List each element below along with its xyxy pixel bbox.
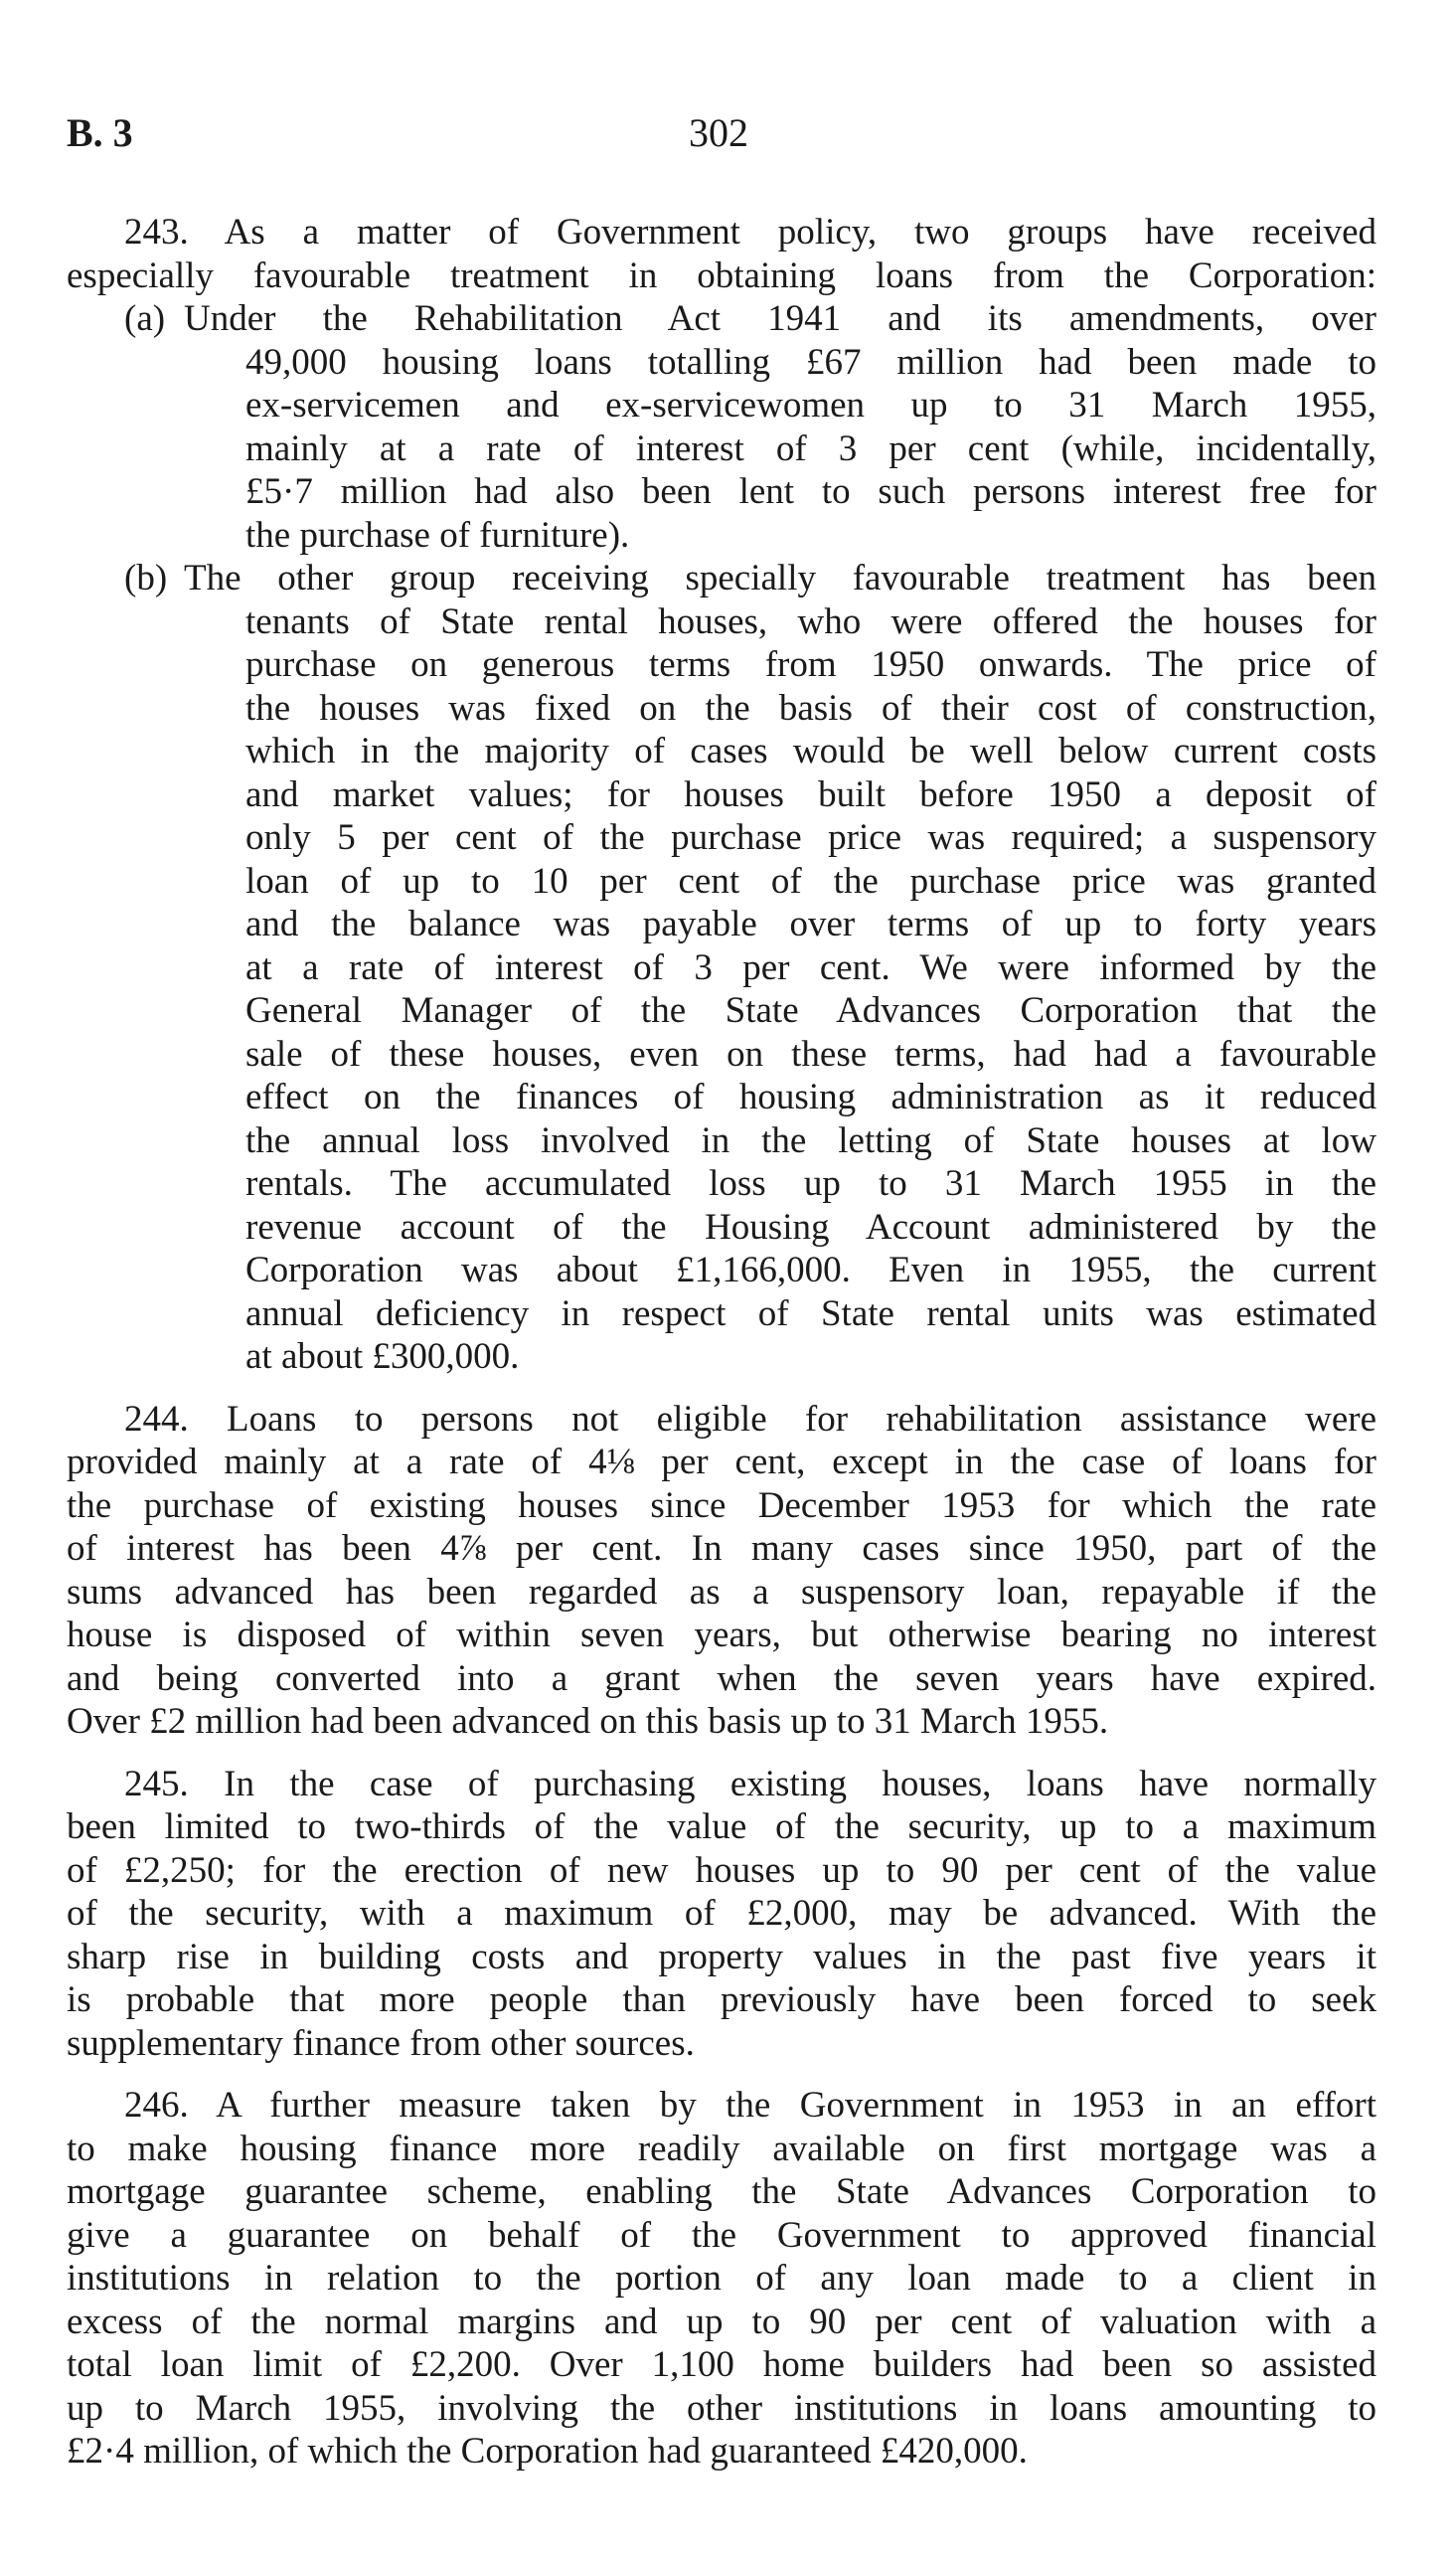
text-line: rentals. The accumulated loss up to 31 March 1955 in the (245, 1163, 1376, 1204)
text-line: the annual loss involved in the letting of State houses at low (245, 1119, 1376, 1161)
text-line: and the balance was payable over terms of up to forty years (245, 904, 1376, 944)
paragraph (67, 1398, 1376, 1744)
text-line: of £2,250; for the erection of new houses up to 90 per cent of the value (67, 1849, 1376, 1891)
text-line: Corporation was about £1,166,000. Even in 1955, the current (245, 1250, 1376, 1290)
text-line: tenants of State rental houses, who were offered the houses for (245, 600, 1376, 642)
text-line: annual deficiency in respect of State rental units was estimated (245, 1292, 1376, 1334)
text-line: give a guarantee on behalf of the Government to approved financial (67, 2214, 1376, 2256)
text-line: excess of the normal margins and up to 90 per cent of valuation with a (67, 2301, 1376, 2342)
list-item-label: (b) (124, 558, 168, 598)
paragraph-lines (67, 1763, 1376, 2066)
text-line (67, 557, 1376, 600)
text-line: loan of up to 10 per cent of the purchase price was granted (245, 860, 1376, 902)
paragraph-lines (67, 211, 1376, 297)
text-line: the houses was fixed on the basis of their cost of construction, (245, 687, 1376, 729)
text-line: especially favourable treatment in obtaining loans from the Corporation: (67, 255, 1376, 296)
text-line: mainly at a rate of interest of 3 per cent (while, incidentally, (245, 427, 1376, 469)
text-line: 246. A further measure taken by the Government in 1953 in an effort (124, 2085, 1376, 2126)
text-line: effect on the finances of housing administration as it reduced (245, 1077, 1376, 1117)
text-line: only 5 per cent of the purchase price was required; a suspensory (245, 817, 1376, 858)
text-line: at about £300,000. (245, 1336, 520, 1377)
text-line: the purchase of furniture). (245, 514, 630, 556)
paragraph (67, 211, 1376, 1379)
text-line: purchase on generous terms from 1950 onwards. The price of (245, 644, 1376, 685)
text-line: been limited to two-thirds of the value of the security, up to a maximum (67, 1806, 1376, 1847)
text-line: General Manager of the State Advances Corporation that the (245, 990, 1376, 1031)
text-line: Over £2 million had been advanced on this basis up to 31 March 1955. (67, 1701, 1109, 1742)
text-line: sums advanced has been regarded as a suspensory loan, repayable if the (67, 1571, 1376, 1613)
series-label: B. 3 (67, 110, 133, 155)
text-line: mortgage guarantee scheme, enabling the State Advances Corporation to (67, 2171, 1376, 2212)
text-line: 49,000 housing loans totalling £67 million had been made to (245, 341, 1376, 383)
paragraph-lines (67, 1398, 1376, 1744)
text-line: to make housing finance more readily available on first mortgage was a (67, 2128, 1376, 2169)
text-line: of the security, with a maximum of £2,000, may be advanced. With the (67, 1893, 1376, 1934)
paragraph-lines (67, 2084, 1376, 2474)
text-line: 245. In the case of purchasing existing houses, loans have normally (124, 1763, 1376, 1804)
text-line: provided mainly at a rate of 4⅛ per cent, except in the case of loans for (67, 1442, 1376, 1482)
text-line: sharp rise in building costs and property values in the past five years it (67, 1936, 1376, 1977)
text-line: and being converted into a grant when the seven years have expired. (67, 1657, 1376, 1699)
text-line: 244. Loans to persons not eligible for rehabilitation assistance were (124, 1398, 1376, 1440)
text-line: and market values; for houses built before 1950 a deposit of (245, 773, 1376, 815)
list-item-label: (a) (124, 298, 166, 339)
text-line (67, 297, 1376, 341)
text-line: at a rate of interest of 3 per cent. We were informed by the (245, 946, 1376, 988)
text-line: 243. As a matter of Government policy, two groups have received (124, 212, 1376, 253)
list-item-text: Under the Rehabilitation Act 1941 and its amendments, over (184, 298, 1376, 339)
list-item (67, 297, 1376, 557)
text-line: revenue account of the Housing Account administered by the (245, 1206, 1376, 1248)
text-line: supplementary finance from other sources. (67, 2022, 695, 2064)
text-line: house is disposed of within seven years, but otherwise bearing no interest (67, 1615, 1376, 1655)
list-item (67, 557, 1376, 1379)
text-line: £5·7 million had also been lent to such persons interest free for (245, 471, 1376, 512)
text-line: £2·4 million, of which the Corporation had guaranteed £420,000. (67, 2431, 1028, 2472)
list-item-text: The other group receiving specially favourable treatment has been (184, 558, 1376, 598)
text-line: ex-servicemen and ex-servicewomen up to 31 March 1955, (245, 385, 1376, 426)
paragraph (67, 1763, 1376, 2066)
document-body (67, 211, 1376, 2492)
text-line: which in the majority of cases would be well below current costs (245, 731, 1376, 771)
text-line: is probable that more people than previously have been forced to seek (67, 1979, 1376, 2020)
text-line: sale of these houses, even on these terms, had had a favourable (245, 1033, 1376, 1075)
text-line: the purchase of existing houses since December 1953 for which the rate (67, 1484, 1376, 1526)
paragraph (67, 2084, 1376, 2474)
page-number: 302 (689, 110, 748, 155)
text-line: up to March 1955, involving the other institutions in loans amounting to (67, 2387, 1376, 2429)
text-line: total loan limit of £2,200. Over 1,100 home builders had been so assisted (67, 2344, 1376, 2385)
text-line: of interest has been 4⅞ per cent. In many cases since 1950, part of the (67, 1528, 1376, 1569)
text-line: institutions in relation to the portion of any loan made to a client in (67, 2258, 1376, 2299)
